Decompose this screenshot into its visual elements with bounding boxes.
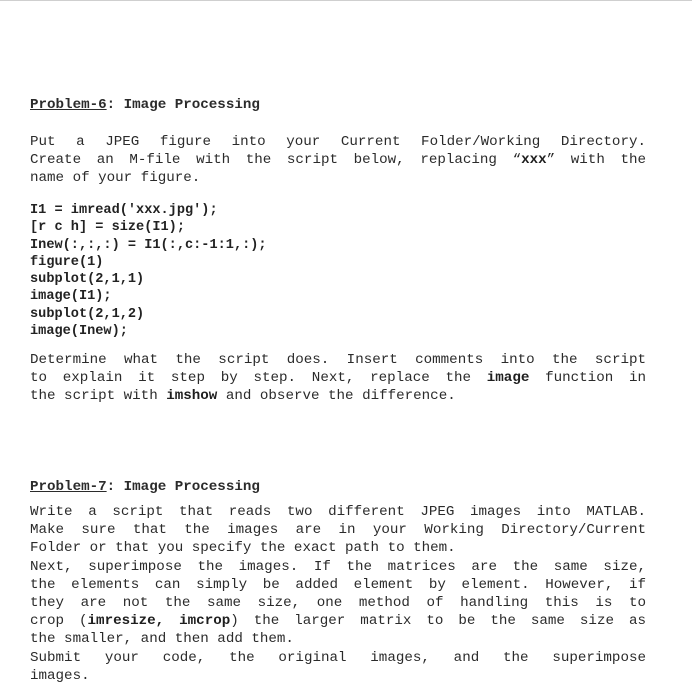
problem-6-title: : Image Processing <box>106 97 260 113</box>
code-line: subplot(2,1,1) <box>30 272 145 288</box>
problem-6-label: Problem-6 <box>30 97 107 113</box>
code-line: Inew(:,:,:) = I1(:,c:-1:1,:); <box>30 237 267 253</box>
intro-line-1: Put a JPEG figure into your Current Folder/Working Directory. <box>30 134 646 150</box>
problem-7-title: : Image Processing <box>106 479 260 495</box>
code-line: image(Inew); <box>30 324 128 340</box>
problem-6-instructions <box>30 351 646 406</box>
code-line: [r c h] = size(I1); <box>30 220 185 236</box>
problem-6-heading <box>30 96 260 114</box>
p7-line-2: Make sure that the images are in your Working Directory/Current <box>30 522 646 539</box>
code-line: subplot(2,1,2) <box>30 306 145 322</box>
p7-line-9: Submit your code, the original images, and the superimpose <box>30 649 646 666</box>
problem-7-body <box>30 503 646 685</box>
p7-line-5: the elements can simply be added element by element. However, if <box>30 576 646 593</box>
p7-line-8: the smaller, and then add them. <box>30 631 294 648</box>
code-line: figure(1) <box>30 254 104 270</box>
code-line: I1 = imread('xxx.jpg'); <box>30 203 218 218</box>
top-divider <box>0 0 692 1</box>
problem-7-label: Problem-7 <box>30 479 107 495</box>
instr-line-3: the script with imshow and observe the difference. <box>30 388 456 405</box>
p7-line-6: they are not the same size, one method of handling this is to <box>30 594 646 611</box>
p7-line-3: Folder or that you specify the exact path to them. <box>30 540 456 557</box>
instr-line-2: to explain it step by step. Next, replace the image function in <box>30 370 647 387</box>
p7-line-4: Next, superimpose the images. If the matrices are the same size, <box>30 558 646 575</box>
keyword-imshow: imshow <box>166 388 218 405</box>
intro-line-2: Create an M-file with the script below, replacing “xxx” with the <box>30 152 646 169</box>
p7-line-10: images. <box>30 667 90 684</box>
code-line: image(I1); <box>30 289 112 305</box>
p7-line-7: crop (imresize, imcrop) the larger matrix to be the same size as <box>30 613 646 630</box>
instr-line-1: Determine what the script does. Insert comments into the script <box>30 352 646 368</box>
intro-line-3: name of your figure. <box>30 170 201 187</box>
problem-7-heading <box>30 478 260 496</box>
keyword-imresize-imcrop: imresize, imcrop <box>87 613 231 630</box>
p7-line-1: Write a script that reads two different JPEG images into MATLAB. <box>30 504 646 520</box>
keyword-image: image <box>486 370 530 387</box>
placeholder-xxx: xxx <box>521 152 547 169</box>
matlab-code-block <box>30 202 267 340</box>
problem-6-intro <box>30 133 646 188</box>
